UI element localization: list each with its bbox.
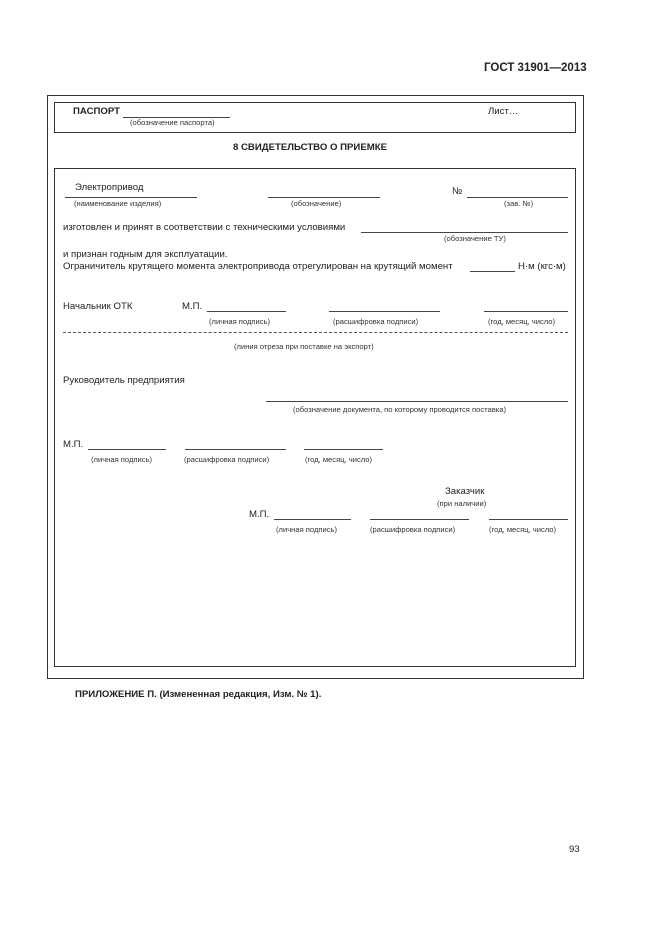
otk-date-line bbox=[484, 311, 568, 312]
standard-code: ГОСТ 31901—2013 bbox=[484, 62, 587, 74]
fit-text: и признан годным для эксплуатации. bbox=[63, 249, 228, 260]
customer-note: (при наличии) bbox=[437, 499, 487, 508]
passport-caption: (обозначение паспорта) bbox=[130, 118, 215, 127]
product-name: Электропривод bbox=[75, 182, 144, 193]
customer-signature-caption: (личная подпись) bbox=[276, 525, 338, 534]
customer-decoding-line bbox=[370, 519, 469, 520]
manufactured-text: изготовлен и принят в соответствии с техническими условиями bbox=[63, 222, 346, 233]
customer-signature-line bbox=[274, 519, 351, 520]
tu-caption: (обозначение ТУ) bbox=[444, 234, 506, 243]
designation-caption: (обозначение) bbox=[291, 199, 342, 208]
serial-caption: (зав. №) bbox=[504, 199, 534, 208]
director-signature-line bbox=[88, 449, 166, 450]
director-signature-caption: (личная подпись) bbox=[91, 455, 153, 464]
otk-mp: М.П. bbox=[182, 301, 203, 312]
otk-decoding-line bbox=[329, 311, 440, 312]
torque-text: Ограничитель крутящего момента электропривода отрегулирован на крутящий момент bbox=[63, 261, 453, 272]
director-decoding-line bbox=[185, 449, 286, 450]
appendix-note: ПРИЛОЖЕНИЕ П. (Измененная редакция, Изм. № 1). bbox=[75, 689, 322, 700]
otk-label: Начальник ОТК bbox=[63, 301, 133, 312]
product-caption: (наименование изделия) bbox=[74, 199, 162, 208]
page-number: 93 bbox=[569, 844, 580, 855]
director-date-line bbox=[304, 449, 383, 450]
designation-line bbox=[268, 197, 380, 198]
otk-signature-line bbox=[207, 311, 286, 312]
section-title: 8 СВИДЕТЕЛЬСТВО О ПРИЕМКЕ bbox=[233, 142, 387, 153]
otk-signature-caption: (личная подпись) bbox=[209, 317, 271, 326]
customer-decoding-caption: (расшифровка подписи) bbox=[370, 525, 456, 534]
otk-date-caption: (год, месяц, число) bbox=[488, 317, 556, 326]
director-label: Руководитель предприятия bbox=[63, 375, 185, 386]
customer-date-caption: (год, месяц, число) bbox=[489, 525, 557, 534]
tu-line bbox=[361, 232, 568, 233]
customer-mp: М.П. bbox=[249, 509, 270, 520]
torque-units: Н·м (кгс·м) bbox=[518, 261, 566, 272]
number-sign: № bbox=[452, 186, 463, 197]
director-mp: М.П. bbox=[63, 439, 84, 450]
sheet-label: Лист… bbox=[488, 106, 519, 117]
passport-label: ПАСПОРТ bbox=[73, 106, 121, 117]
serial-line bbox=[467, 197, 568, 198]
cut-line-caption: (линия отреза при поставке на экспорт) bbox=[234, 342, 374, 351]
document-line bbox=[266, 401, 568, 402]
director-date-caption: (год, месяц, число) bbox=[305, 455, 373, 464]
torque-line bbox=[470, 271, 515, 272]
customer-date-line bbox=[489, 519, 568, 520]
cut-line bbox=[63, 332, 568, 333]
otk-decoding-caption: (расшифровка подписи) bbox=[333, 317, 419, 326]
customer-label: Заказчик bbox=[445, 486, 485, 497]
document-caption: (обозначение документа, по которому проводится поставка) bbox=[293, 405, 507, 414]
director-decoding-caption: (расшифровка подписи) bbox=[184, 455, 270, 464]
product-line bbox=[65, 197, 197, 198]
